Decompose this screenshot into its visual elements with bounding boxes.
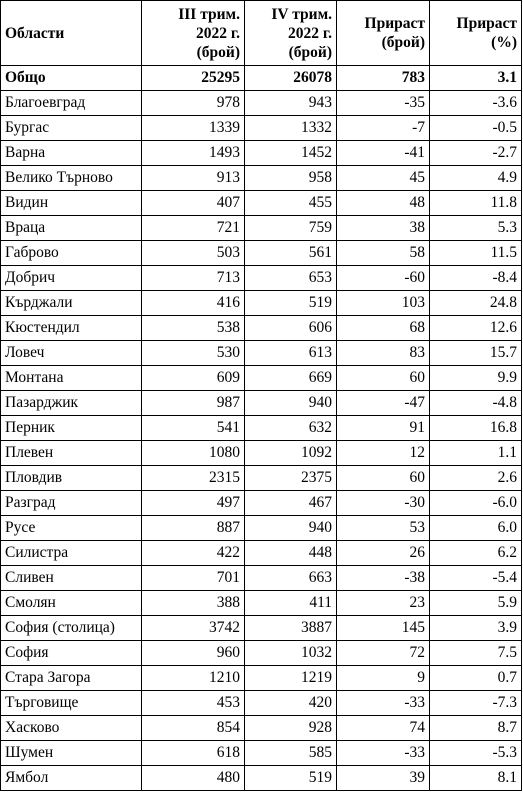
growth-count-cell: -60	[337, 266, 430, 291]
header-growth-percent	[430, 1, 522, 66]
q3-value-cell: 407	[142, 191, 245, 216]
region-name-cell: Смолян	[1, 591, 142, 616]
table-row	[1, 216, 522, 241]
q3-value-cell: 721	[142, 216, 245, 241]
region-name-cell: Общо	[1, 66, 142, 91]
growth-percent-cell: 4.9	[430, 166, 522, 191]
q3-value-cell: 960	[142, 641, 245, 666]
table-row	[1, 641, 522, 666]
q3-value-cell: 530	[142, 341, 245, 366]
q3-value-cell: 913	[142, 166, 245, 191]
header-line: 2022 г.	[287, 24, 332, 42]
table-row	[1, 416, 522, 441]
header-line: (брой)	[381, 34, 425, 51]
region-name-cell: Велико Търново	[1, 166, 142, 191]
q4-value-cell: 420	[245, 691, 337, 716]
region-name-cell: Хасково	[1, 716, 142, 741]
table-row	[1, 141, 522, 166]
growth-percent-cell: 6.2	[430, 541, 522, 566]
growth-percent-cell: 11.8	[430, 191, 522, 216]
q3-value-cell: 618	[142, 741, 245, 766]
growth-percent-cell: -3.6	[430, 91, 522, 116]
q3-value-cell: 497	[142, 491, 245, 516]
q4-value-cell: 3887	[245, 616, 337, 641]
q4-value-cell: 958	[245, 166, 337, 191]
region-name-cell: Перник	[1, 416, 142, 441]
region-name-cell: Добрич	[1, 266, 142, 291]
q3-value-cell: 887	[142, 516, 245, 541]
table-row	[1, 91, 522, 116]
region-name-cell: Русе	[1, 516, 142, 541]
growth-percent-cell: 6.0	[430, 516, 522, 541]
header-growth-count	[337, 1, 430, 66]
growth-percent-cell: -4.8	[430, 391, 522, 416]
growth-count-cell: -33	[337, 741, 430, 766]
table-row	[1, 166, 522, 191]
growth-percent-cell: 3.9	[430, 616, 522, 641]
growth-count-cell: 145	[337, 616, 430, 641]
growth-percent-cell: 11.5	[430, 241, 522, 266]
growth-percent-cell: 5.3	[430, 216, 522, 241]
table-row	[1, 316, 522, 341]
table-row	[1, 291, 522, 316]
region-name-cell: Благоевград	[1, 91, 142, 116]
growth-percent-cell: 9.9	[430, 366, 522, 391]
q4-value-cell: 940	[245, 516, 337, 541]
q4-value-cell: 943	[245, 91, 337, 116]
growth-percent-cell: 3.1	[430, 66, 522, 91]
growth-percent-cell: -7.3	[430, 691, 522, 716]
q3-value-cell: 416	[142, 291, 245, 316]
growth-count-cell: -41	[337, 141, 430, 166]
q4-value-cell: 455	[245, 191, 337, 216]
region-name-cell: Ловеч	[1, 341, 142, 366]
region-name-cell: Кърджали	[1, 291, 142, 316]
total-row	[1, 66, 522, 91]
table-row	[1, 341, 522, 366]
q3-value-cell: 713	[142, 266, 245, 291]
growth-count-cell: -30	[337, 491, 430, 516]
q4-value-cell: 940	[245, 391, 337, 416]
growth-count-cell: 48	[337, 191, 430, 216]
q4-value-cell: 669	[245, 366, 337, 391]
table-row	[1, 516, 522, 541]
region-name-cell: Плевен	[1, 441, 142, 466]
growth-count-cell: 12	[337, 441, 430, 466]
table-row	[1, 366, 522, 391]
region-name-cell: Монтана	[1, 366, 142, 391]
table-row	[1, 266, 522, 291]
q3-value-cell: 538	[142, 316, 245, 341]
q3-value-cell: 987	[142, 391, 245, 416]
growth-count-cell: 23	[337, 591, 430, 616]
region-name-cell: Разград	[1, 491, 142, 516]
region-name-cell: Търговище	[1, 691, 142, 716]
q4-value-cell: 561	[245, 241, 337, 266]
region-name-cell: Сливен	[1, 566, 142, 591]
region-name-cell: Ямбол	[1, 766, 142, 791]
header-line: (брой)	[196, 43, 240, 61]
q3-value-cell: 2315	[142, 466, 245, 491]
q4-value-cell: 1032	[245, 641, 337, 666]
table-row	[1, 241, 522, 266]
q3-value-cell: 1493	[142, 141, 245, 166]
header-line: Прираст	[364, 15, 425, 32]
q4-value-cell: 928	[245, 716, 337, 741]
header-row	[1, 1, 522, 66]
region-name-cell: Видин	[1, 191, 142, 216]
q4-value-cell: 606	[245, 316, 337, 341]
table-row	[1, 391, 522, 416]
q4-value-cell: 585	[245, 741, 337, 766]
growth-count-cell: 39	[337, 766, 430, 791]
growth-count-cell: 26	[337, 541, 430, 566]
q4-value-cell: 467	[245, 491, 337, 516]
q3-value-cell: 422	[142, 541, 245, 566]
growth-count-cell: 45	[337, 166, 430, 191]
q3-value-cell: 541	[142, 416, 245, 441]
growth-count-cell: -33	[337, 691, 430, 716]
q4-value-cell: 663	[245, 566, 337, 591]
table-row	[1, 766, 522, 791]
growth-count-cell: -38	[337, 566, 430, 591]
growth-percent-cell: 7.5	[430, 641, 522, 666]
table-body	[1, 66, 522, 791]
q4-value-cell: 613	[245, 341, 337, 366]
growth-percent-cell: 2.6	[430, 466, 522, 491]
q4-value-cell: 1332	[245, 116, 337, 141]
q3-value-cell: 25295	[142, 66, 245, 91]
growth-count-cell: 58	[337, 241, 430, 266]
region-name-cell: Пазарджик	[1, 391, 142, 416]
growth-count-cell: -47	[337, 391, 430, 416]
table-row	[1, 616, 522, 641]
growth-count-cell: 9	[337, 666, 430, 691]
q4-value-cell: 632	[245, 416, 337, 441]
q4-value-cell: 759	[245, 216, 337, 241]
q3-value-cell: 609	[142, 366, 245, 391]
q4-value-cell: 1092	[245, 441, 337, 466]
q3-value-cell: 1080	[142, 441, 245, 466]
q3-value-cell: 701	[142, 566, 245, 591]
q4-value-cell: 411	[245, 591, 337, 616]
header-line: Прираст	[456, 15, 517, 32]
growth-percent-cell: 1.1	[430, 441, 522, 466]
table-row	[1, 466, 522, 491]
growth-count-cell: 38	[337, 216, 430, 241]
growth-percent-cell: -2.7	[430, 141, 522, 166]
growth-percent-cell: 24.8	[430, 291, 522, 316]
header-line: IV трим.	[271, 5, 332, 23]
growth-count-cell: 53	[337, 516, 430, 541]
region-name-cell: Бургас	[1, 116, 142, 141]
q4-value-cell: 519	[245, 291, 337, 316]
growth-count-cell: 74	[337, 716, 430, 741]
q3-value-cell: 854	[142, 716, 245, 741]
growth-percent-cell: -5.3	[430, 741, 522, 766]
growth-percent-cell: -6.0	[430, 491, 522, 516]
region-name-cell: Кюстендил	[1, 316, 142, 341]
header-q4-2022	[245, 1, 337, 66]
growth-count-cell: -35	[337, 91, 430, 116]
table-row	[1, 666, 522, 691]
growth-count-cell: 60	[337, 466, 430, 491]
region-name-cell: Пловдив	[1, 466, 142, 491]
growth-percent-cell: -8.4	[430, 266, 522, 291]
q3-value-cell: 3742	[142, 616, 245, 641]
growth-percent-cell: 5.9	[430, 591, 522, 616]
growth-count-cell: 783	[337, 66, 430, 91]
growth-percent-cell: 12.6	[430, 316, 522, 341]
table-row	[1, 191, 522, 216]
growth-percent-cell: 15.7	[430, 341, 522, 366]
q3-value-cell: 480	[142, 766, 245, 791]
region-name-cell: Стара Загора	[1, 666, 142, 691]
region-name-cell: Габрово	[1, 241, 142, 266]
q4-value-cell: 653	[245, 266, 337, 291]
table-row	[1, 541, 522, 566]
region-name-cell: Враца	[1, 216, 142, 241]
growth-count-cell: 83	[337, 341, 430, 366]
q4-value-cell: 26078	[245, 66, 337, 91]
growth-percent-cell: -0.5	[430, 116, 522, 141]
growth-percent-cell: 8.7	[430, 716, 522, 741]
table-row	[1, 566, 522, 591]
q3-value-cell: 388	[142, 591, 245, 616]
table-row	[1, 691, 522, 716]
q4-value-cell: 1452	[245, 141, 337, 166]
header-line: (%)	[491, 34, 517, 51]
header-line: III трим.	[178, 5, 240, 23]
q3-value-cell: 453	[142, 691, 245, 716]
table-row	[1, 716, 522, 741]
growth-percent-cell: 0.7	[430, 666, 522, 691]
header-regions	[1, 1, 142, 66]
region-name-cell: Силистра	[1, 541, 142, 566]
q3-value-cell: 1210	[142, 666, 245, 691]
header-regions-line: Области	[5, 24, 65, 42]
growth-count-cell: 103	[337, 291, 430, 316]
q3-value-cell: 1339	[142, 116, 245, 141]
region-name-cell: Шумен	[1, 741, 142, 766]
table-row	[1, 491, 522, 516]
region-name-cell: София (столица)	[1, 616, 142, 641]
growth-count-cell: 60	[337, 366, 430, 391]
q3-value-cell: 978	[142, 91, 245, 116]
header-line: 2022 г.	[195, 24, 240, 42]
growth-percent-cell: -5.4	[430, 566, 522, 591]
q4-value-cell: 448	[245, 541, 337, 566]
table-row	[1, 741, 522, 766]
table-row	[1, 591, 522, 616]
growth-count-cell: 91	[337, 416, 430, 441]
q4-value-cell: 519	[245, 766, 337, 791]
region-name-cell: Варна	[1, 141, 142, 166]
region-name-cell: София	[1, 641, 142, 666]
growth-count-cell: 72	[337, 641, 430, 666]
table-row	[1, 441, 522, 466]
header-line: (брой)	[288, 43, 332, 61]
table-row	[1, 116, 522, 141]
growth-count-cell: -7	[337, 116, 430, 141]
q4-value-cell: 2375	[245, 466, 337, 491]
growth-percent-cell: 8.1	[430, 766, 522, 791]
header-q3-2022	[142, 1, 245, 66]
q4-value-cell: 1219	[245, 666, 337, 691]
growth-count-cell: 68	[337, 316, 430, 341]
growth-percent-cell: 16.8	[430, 416, 522, 441]
q3-value-cell: 503	[142, 241, 245, 266]
